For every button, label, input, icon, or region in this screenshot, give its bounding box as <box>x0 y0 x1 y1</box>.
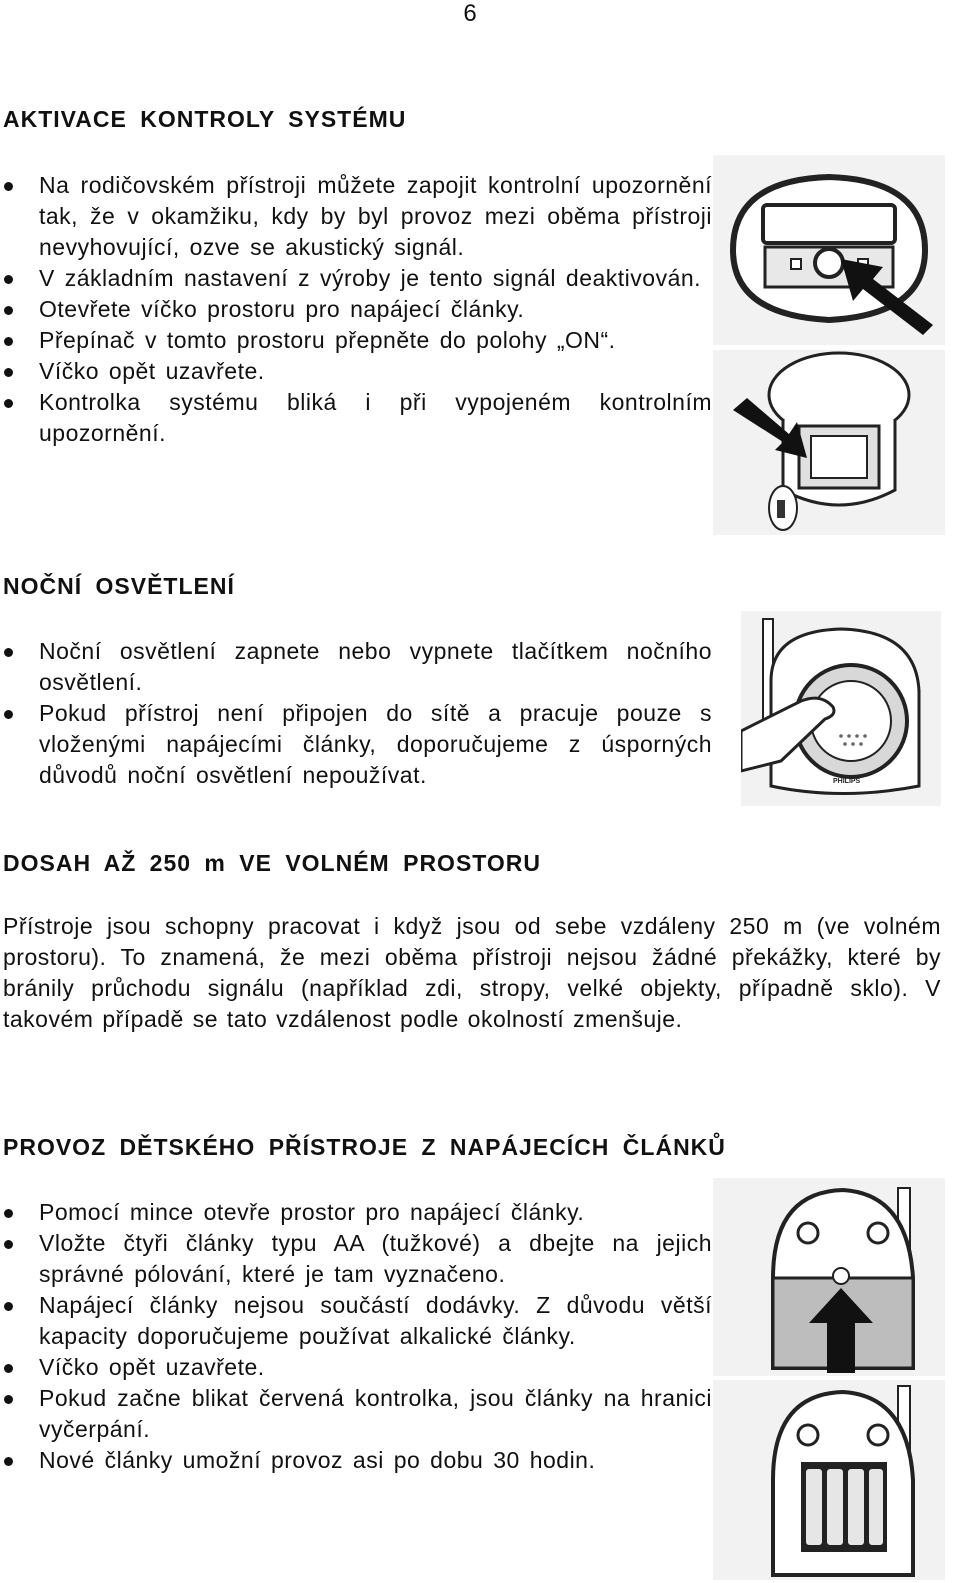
bullet-icon <box>4 399 13 408</box>
bullet-icon <box>4 1395 13 1404</box>
bullet-icon <box>4 1457 13 1466</box>
bullet-list-night-light <box>0 636 712 791</box>
section-heading-night-light: NOČNÍ OSVĚTLENÍ <box>3 573 235 599</box>
philips-logo: PHILIPS <box>833 778 861 785</box>
list-item: Pokud začne blikat červená kontrolka, jsou články na hranici vyčerpání. <box>0 1383 712 1445</box>
list-item: Otevřete víčko prostoru pro napájecí články. <box>0 294 712 325</box>
bullet-icon <box>4 1364 13 1373</box>
list-item: Pomocí mince otevře prostor pro napájecí články. <box>0 1197 712 1228</box>
battery-cover-open-illustration <box>713 1178 945 1376</box>
section-heading-battery-operation: PROVOZ DĚTSKÉHO PŘÍSTROJE Z NAPÁJECÍCH ČLÁNKŮ <box>3 1134 726 1160</box>
bullet-icon <box>4 275 13 284</box>
bullet-icon <box>4 368 13 377</box>
section-heading-range: DOSAH AŽ 250 m VE VOLNÉM PROSTORU <box>3 850 542 876</box>
battery-compartment-switch-illustration <box>713 350 945 535</box>
list-item: Napájecí články nejsou součástí dodávky. Z důvodu větší kapacity doporučujeme používat alkalické články. <box>0 1290 712 1352</box>
range-paragraph: Přístroje jsou schopny pracovat i když jsou od sebe vzdáleny 250 m (ve volném prostoru). To znamená, že mezi oběma přístroji nejsou žádné překážky, které by bránily průchodu signálu (například zdi, stropy, velké objekty, případně sklo). V takovém případě se tato vzdálenost podle okolností zmenšuje. <box>3 913 941 1032</box>
list-item: Víčko opět uzavřete. <box>0 356 712 387</box>
list-item: Víčko opět uzavřete. <box>0 1352 712 1383</box>
bullet-icon <box>4 710 13 719</box>
list-item: Nové články umožní provoz asi po dobu 30 hodin. <box>0 1445 712 1476</box>
night-light-button-illustration <box>741 611 941 806</box>
bullet-list-system-check <box>0 170 712 449</box>
bullet-icon <box>4 182 13 191</box>
list-item: Noční osvětlení zapnete nebo vypnete tlačítkem nočního osvětlení. <box>0 636 712 698</box>
list-item: Vložte čtyři články typu AA (tužkové) a dbejte na jejich správné pólování, které je tam vyznačeno. <box>0 1228 712 1290</box>
section-heading-system-check: AKTIVACE KONTROLY SYSTÉMU <box>3 106 407 132</box>
battery-cover-top-illustration <box>713 155 945 345</box>
bullet-icon <box>4 337 13 346</box>
bullet-list-battery-operation <box>0 1197 712 1476</box>
bullet-icon <box>4 1209 13 1218</box>
bullet-icon <box>4 648 13 657</box>
page-number: 6 <box>463 0 477 27</box>
list-item: Přepínač v tomto prostoru přepněte do polohy „ON“. <box>0 325 712 356</box>
bullet-icon <box>4 1240 13 1249</box>
list-item: Na rodičovském přístroji můžete zapojit kontrolní upozornění tak, že v okamžiku, kdy by byl provoz mezi oběma přístroji nevyhovující, ozve se akustický signál. <box>0 170 712 263</box>
list-item: Kontrolka systému bliká i při vypojeném kontrolním upozornění. <box>0 387 712 449</box>
list-item: Pokud přístroj není připojen do sítě a pracuje pouze s vloženými napájecími články, doporučujeme z úsporných důvodů noční osvětlení nepoužívat. <box>0 698 712 791</box>
list-item: V základním nastavení z výroby je tento signál deaktivován. <box>0 263 712 294</box>
bullet-icon <box>4 1302 13 1311</box>
bullet-icon <box>4 306 13 315</box>
battery-insertion-illustration <box>713 1380 945 1580</box>
